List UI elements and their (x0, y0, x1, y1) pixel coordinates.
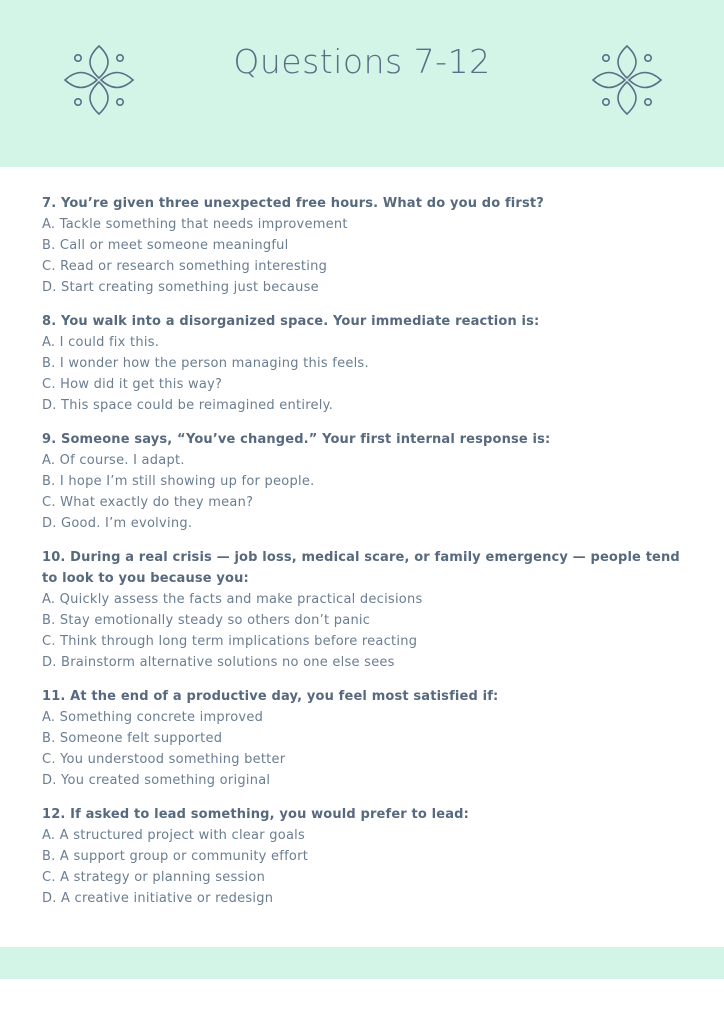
answer-option: A. Quickly assess the facts and make practical decisions (42, 592, 423, 607)
question-text: 12. If asked to lead something, you would prefer to lead: (42, 807, 469, 822)
answer-option: A. Tackle something that needs improvement (42, 217, 348, 232)
answer-option: B. A support group or community effort (42, 849, 309, 864)
question-text: 8. You walk into a disorganized space. Your immediate reaction is: (42, 314, 540, 329)
answer-option: C. What exactly do they mean? (42, 495, 254, 510)
question-text: 7. You’re given three unexpected free hours. What do you do first? (42, 196, 544, 211)
answer-option: B. I wonder how the person managing this feels. (42, 356, 369, 371)
answer-option: D. This space could be reimagined entirely. (42, 398, 334, 413)
answer-option: C. Read or research something interesting (42, 259, 328, 274)
answer-option: D. Start creating something just because (42, 280, 319, 295)
answer-option: A. A structured project with clear goals (42, 828, 306, 843)
footer-band (0, 947, 724, 979)
answer-option: D. A creative initiative or redesign (42, 891, 274, 906)
question-9 (42, 429, 692, 534)
answer-option: D. Brainstorm alternative solutions no one else sees (42, 655, 395, 670)
answer-option: B. Someone felt supported (42, 731, 223, 746)
question-10 (42, 547, 692, 673)
floral-diamond-icon (591, 43, 663, 117)
questions-list (42, 193, 692, 922)
question-12 (42, 804, 692, 909)
answer-option: C. How did it get this way? (42, 377, 223, 392)
answer-option: C. Think through long term implications before reacting (42, 634, 418, 649)
question-7 (42, 193, 692, 298)
page-title: Questions 7-12 (233, 42, 491, 81)
answer-option: D. You created something original (42, 773, 271, 788)
answer-option: A. Of course. I adapt. (42, 453, 185, 468)
question-text: 10. During a real crisis — job loss, medical scare, or family emergency — people tend to look to you because you: (42, 550, 680, 586)
answer-option: B. I hope I’m still showing up for people. (42, 474, 315, 489)
question-8 (42, 311, 692, 416)
answer-option: A. Something concrete improved (42, 710, 264, 725)
answer-option: D. Good. I’m evolving. (42, 516, 193, 531)
answer-option: B. Stay emotionally steady so others don’t panic (42, 613, 371, 628)
question-text: 11. At the end of a productive day, you feel most satisfied if: (42, 689, 499, 704)
answer-option: B. Call or meet someone meaningful (42, 238, 289, 253)
question-text: 9. Someone says, “You’ve changed.” Your first internal response is: (42, 432, 551, 447)
question-11 (42, 686, 692, 791)
answer-option: C. A strategy or planning session (42, 870, 266, 885)
answer-option: A. I could fix this. (42, 335, 160, 350)
answer-option: C. You understood something better (42, 752, 286, 767)
